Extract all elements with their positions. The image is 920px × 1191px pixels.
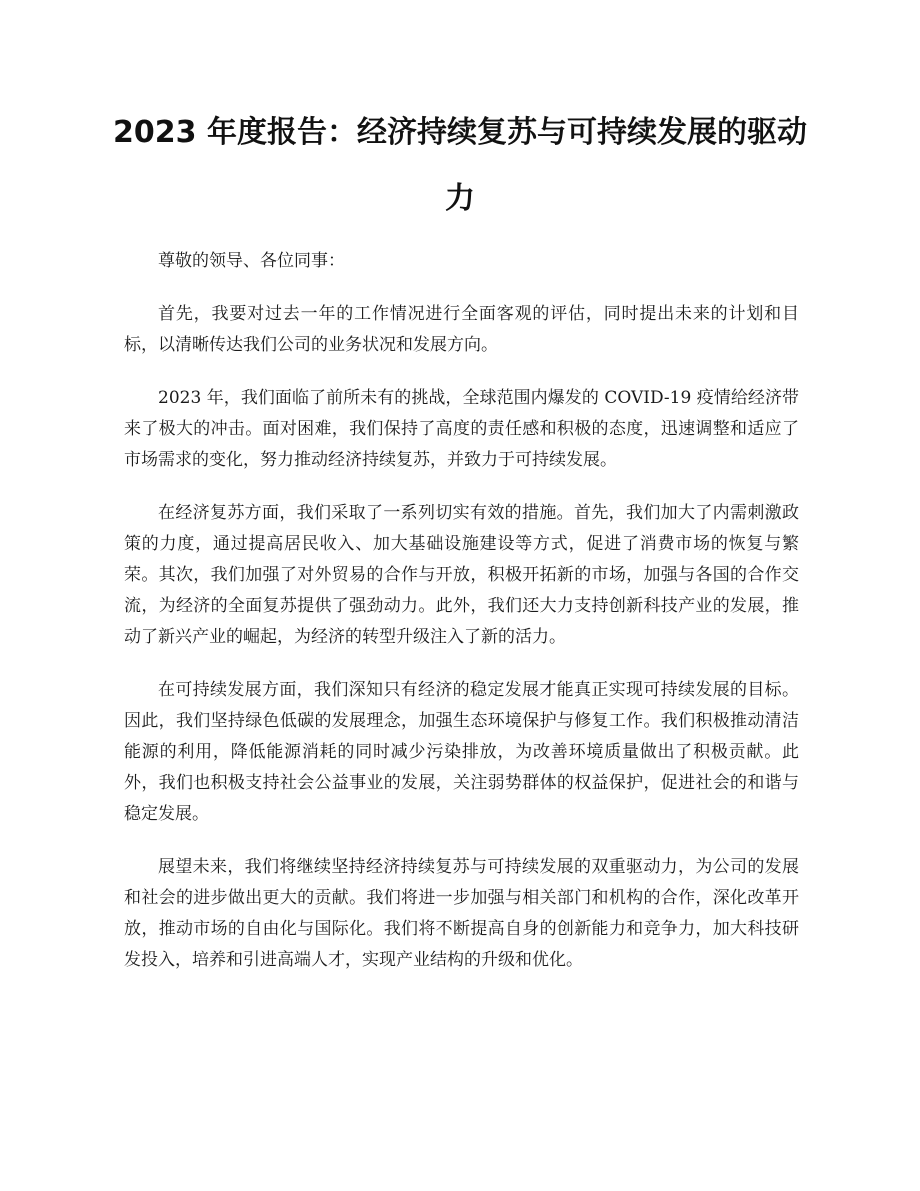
paragraph: 在经济复苏方面，我们采取了一系列切实有效的措施。首先，我们加大了内需刺激政策的力度，通过提高居民收入、加大基础设施建设等方式，促进了消费市场的恢复与繁荣。其次，我们加强了对外贸易的合作与开放，积极开拓新的市场，加强与各国的合作交流，为经济的全面复苏提供了强劲动力。此外，我们还大力支持创新科技产业的发展，推动了新兴产业的崛起，为经济的转型升级注入了新的活力。 — [124, 503, 799, 647]
document-title: 2023 年度报告：经济持续复苏与可持续发展的驱动力 — [113, 115, 807, 216]
paragraph: 展望未来，我们将继续坚持经济持续复苏与可持续发展的双重驱动力，为公司的发展和社会的进步做出更大的贡献。我们将进一步加强与相关部门和机构的合作，深化改革开放，推动市场的自由化与国际化。我们将不断提高自身的创新能力和竞争力，加大科技研发投入，培养和引进高端人才，实现产业结构的升级和优化。 — [124, 857, 799, 970]
paragraph: 首先，我要对过去一年的工作情况进行全面客观的评估，同时提出未来的计划和目标，以清晰传达我们公司的业务状况和发展方向。 — [124, 304, 799, 355]
document-body — [124, 246, 799, 998]
paragraph: 在可持续发展方面，我们深知只有经济的稳定发展才能真正实现可持续发展的目标。因此，我们坚持绿色低碳的发展理念，加强生态环境保护与修复工作。我们积极推动清洁能源的利用，降低能源消耗的同时减少污染排放，为改善环境质量做出了积极贡献。此外，我们也积极支持社会公益事业的发展，关注弱势群体的权益保护，促进社会的和谐与稳定发展。 — [124, 680, 799, 824]
salutation: 尊敬的领导、各位同事： — [158, 251, 345, 271]
paragraph: 2023 年，我们面临了前所未有的挑战，全球范围内爆发的 COVID-19 疫情给经济带来了极大的冲击。面对困难，我们保持了高度的责任感和积极的态度，迅速调整和适应了市场需求的变化，努力推动经济持续复苏，并致力于可持续发展。 — [124, 388, 799, 470]
